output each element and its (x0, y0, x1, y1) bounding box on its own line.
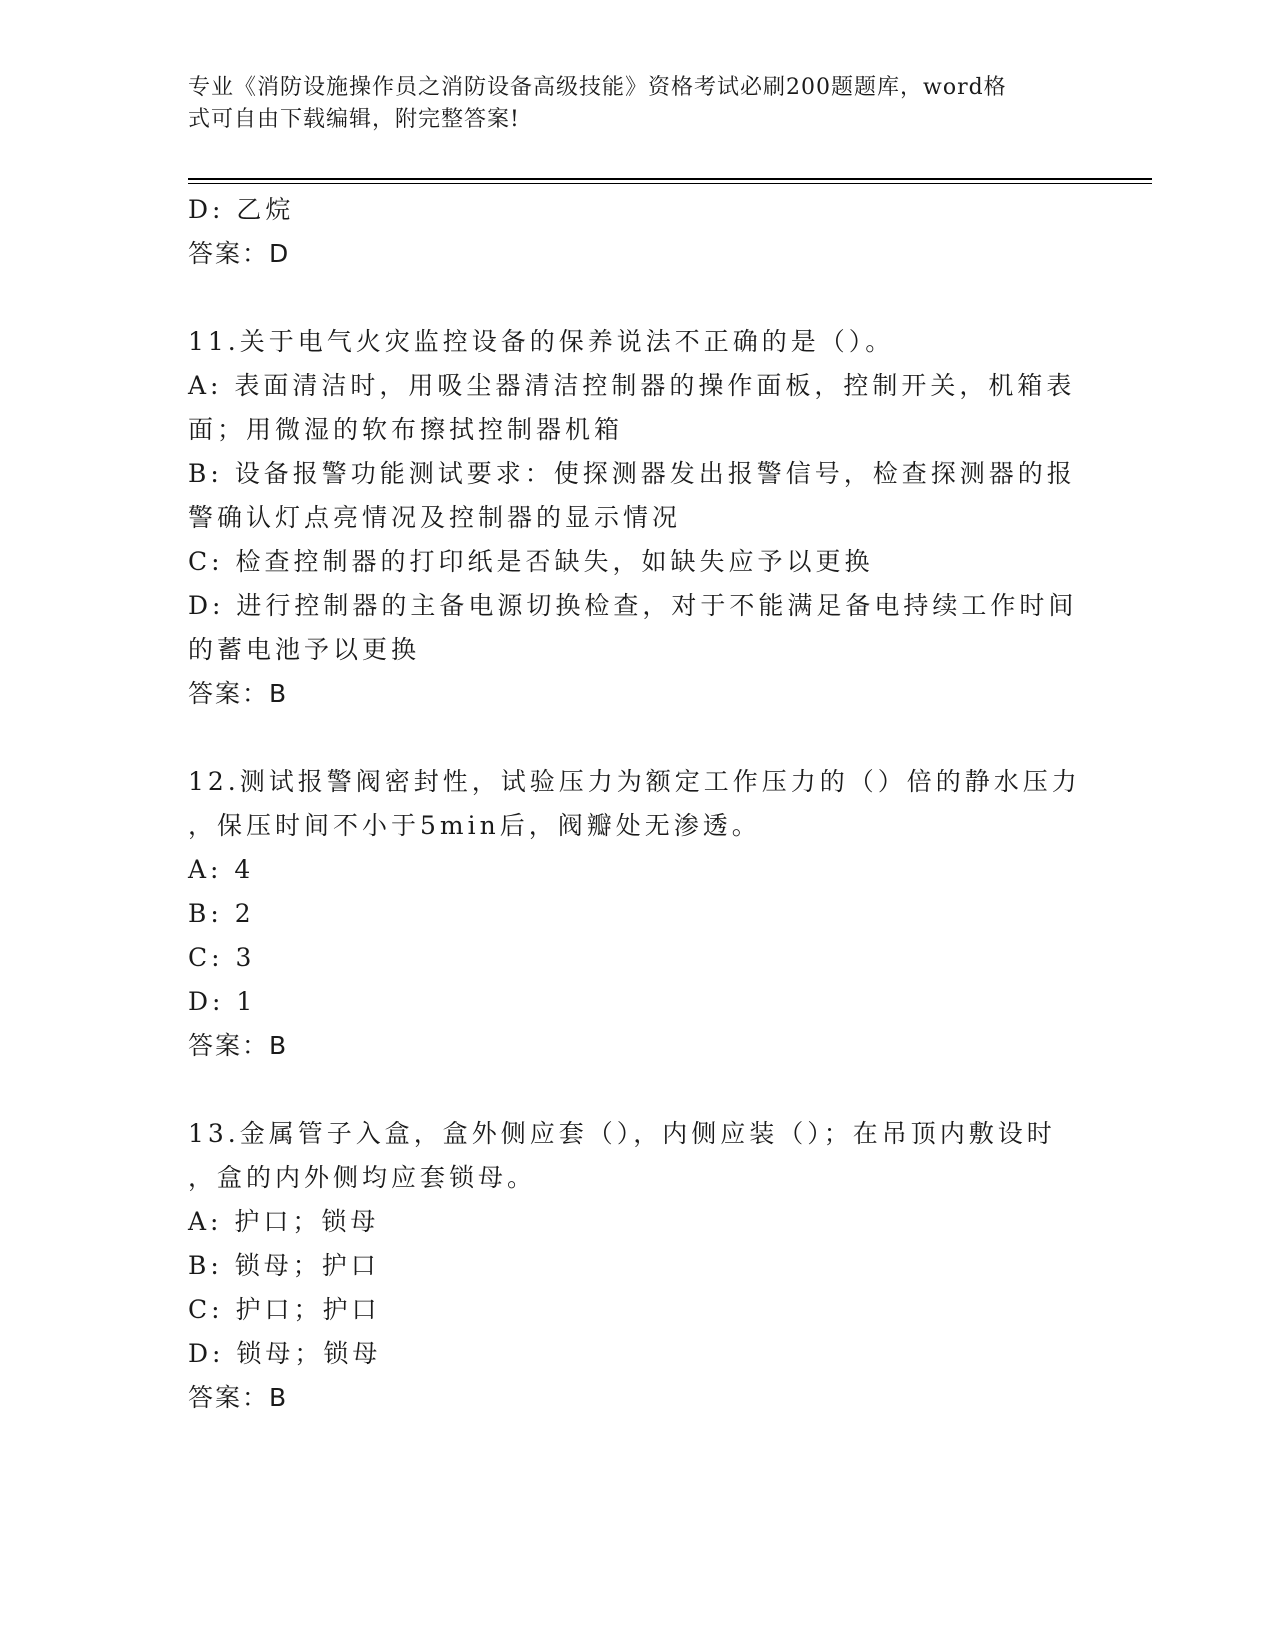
q13-stem-line1: 13.金属管子入盒，盒外侧应套（），内侧应装（）；在吊顶内敷设时 (188, 1119, 1056, 1148)
header-line-2: 式可自由下载编辑，附完整答案! (188, 107, 520, 132)
q11-option-d-line2: 的蓄电池予以更换 (188, 635, 421, 664)
q11-option-d-line1: D: 进行控制器的主备电源切换检查，对于不能满足备电持续工作时间 (188, 591, 1078, 620)
document-header (188, 72, 1068, 136)
q12-stem-line2: ，保压时间不小于5min后，阀瓣处无渗透。 (188, 811, 761, 840)
prev-answer: 答案：D (188, 239, 291, 268)
header-rule-thin (188, 183, 1152, 184)
q12-option-b: B: 2 (188, 899, 255, 928)
q11-option-c: C: 检查控制器的打印纸是否缺失，如缺失应予以更换 (188, 547, 874, 576)
q12-option-c: C: 3 (188, 943, 256, 972)
q13-option-d: D: 锁母；锁母 (188, 1339, 382, 1368)
q11-option-a-line1: A: 表面清洁时，用吸尘器清洁控制器的操作面板，控制开关，机箱表 (188, 371, 1076, 400)
prev-option-d: D: 乙烷 (188, 195, 295, 224)
header-rule-thick (188, 178, 1152, 180)
q12-answer: 答案：B (188, 1031, 289, 1060)
q12-option-a: A: 4 (188, 855, 255, 884)
q13-option-b: B: 锁母；护口 (188, 1251, 380, 1280)
q13-stem-line2: ，盒的内外侧均应套锁母。 (188, 1163, 537, 1192)
header-line-1: 专业《消防设施操作员之消防设备高级技能》资格考试必刷200题题库，word格 (188, 75, 1007, 100)
q11-option-b-line1: B: 设备报警功能测试要求：使探测器发出报警信号，检查探测器的报 (188, 459, 1076, 488)
q11-answer: 答案：B (188, 679, 289, 708)
q12-stem-line1: 12.测试报警阀密封性，试验压力为额定工作压力的（）倍的静水压力 (188, 767, 1081, 796)
q13-option-c: C: 护口；护口 (188, 1295, 381, 1324)
q11-stem: 11.关于电气火灾监控设备的保养说法不正确的是（）。 (188, 327, 895, 356)
q13-answer: 答案：B (188, 1383, 289, 1412)
q11-option-a-line2: 面；用微湿的软布擦拭控制器机箱 (188, 415, 624, 444)
q11-option-b-line2: 警确认灯点亮情况及控制器的显示情况 (188, 503, 682, 532)
q12-option-d: D: 1 (188, 987, 257, 1016)
q13-option-a: A: 护口；锁母 (188, 1207, 380, 1236)
